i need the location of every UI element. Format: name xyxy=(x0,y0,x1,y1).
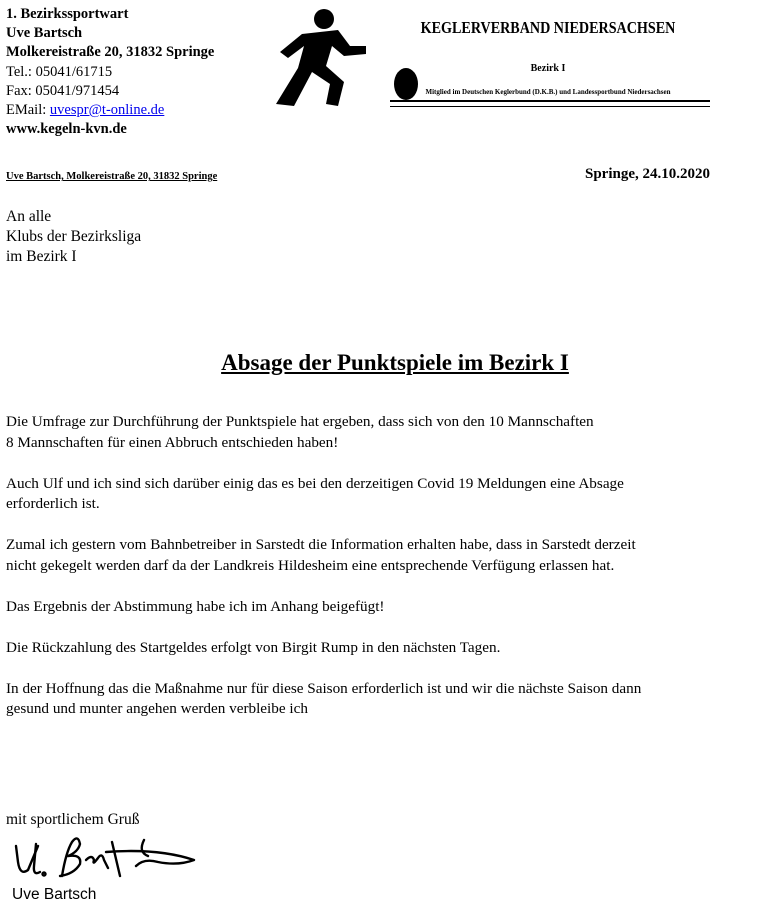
bowler-logo-icon xyxy=(258,6,376,108)
body-line: 8 Mannschaften für einen Abbruch entschieden haben! xyxy=(6,433,339,451)
body-paragraph xyxy=(6,597,758,618)
email-link[interactable]: uvespr@t-online.de xyxy=(49,102,165,119)
body-line: Die Umfrage zur Durchführung der Punktspiele hat ergeben, dass sich von den 10 Mannschaften xyxy=(6,413,594,430)
sender-block xyxy=(6,5,214,139)
recipient-block xyxy=(6,207,141,267)
handwritten-signature xyxy=(8,832,198,884)
body-line: gesund und munter angehen werden verbleibe ich xyxy=(6,700,308,717)
recipient-line: An alle xyxy=(6,208,52,225)
body-line: Zumal ich gestern vom Bahnbetreiber in Sarstedt die Information erhalten habe, dass in Sarstedt derzeit xyxy=(6,536,636,553)
org-name: KEGLERVERBAND NIEDERSACHSEN xyxy=(420,18,676,37)
sender-fax: Fax: 05041/971454 xyxy=(6,82,120,99)
body-paragraph xyxy=(6,638,758,659)
sender-street: Molkereistraße 20, 31832 Springe xyxy=(6,44,215,61)
sender-web: www.kegeln-kvn.de xyxy=(6,121,127,138)
body-paragraph xyxy=(6,535,758,576)
body-line: nicht gekegelt werden darf da der Landkreis Hildesheim eine entsprechende Verfügung erlassen hat. xyxy=(6,556,615,574)
body-paragraph xyxy=(6,474,758,515)
body-line: erforderlich ist. xyxy=(6,495,100,512)
body-paragraph xyxy=(6,412,758,453)
recipient-line: Klubs der Bezirksliga xyxy=(6,228,142,245)
sender-name: Uve Bartsch xyxy=(6,25,83,42)
header-rule-thin xyxy=(390,106,710,107)
sender-role: 1. Bezirkssportwart xyxy=(6,6,129,22)
body-line: Auch Ulf und ich sind sich darüber einig das es bei den derzeitigen Covid 19 Meldungen eine Absage xyxy=(6,474,624,492)
email-label: EMail: xyxy=(6,102,50,119)
sender-email-line xyxy=(6,101,214,120)
org-header xyxy=(388,18,708,96)
header-rule-thick xyxy=(390,100,710,102)
letter-date: Springe, 24.10.2020 xyxy=(585,166,711,182)
letter-body xyxy=(6,412,758,740)
return-address: Uve Bartsch, Molkereistraße 20, 31832 Springe xyxy=(6,171,218,182)
closing-greeting: mit sportlichem Gruß xyxy=(6,811,140,828)
org-membership: Mitglied im Deutschen Keglerbund (D.K.B.) und Landessportbund Niedersachsen xyxy=(425,88,671,96)
recipient-line: im Bezirk I xyxy=(6,248,77,265)
body-paragraph xyxy=(6,679,758,720)
body-line: Das Ergebnis der Abstimmung habe ich im Anhang beigefügt! xyxy=(6,597,385,615)
sender-tel: Tel.: 05041/61715 xyxy=(6,63,113,80)
letter-subject: Absage der Punktspiele im Bezirk I xyxy=(221,350,569,375)
org-district: Bezirk I xyxy=(530,63,566,74)
body-line: In der Hoffnung das die Maßnahme nur für diese Saison erforderlich ist und wir die nächste Saison dann xyxy=(6,679,642,697)
signature-name: Uve Bartsch xyxy=(12,886,97,903)
body-line: Die Rückzahlung des Startgeldes erfolgt von Birgit Rump in den nächsten Tagen. xyxy=(6,638,501,656)
